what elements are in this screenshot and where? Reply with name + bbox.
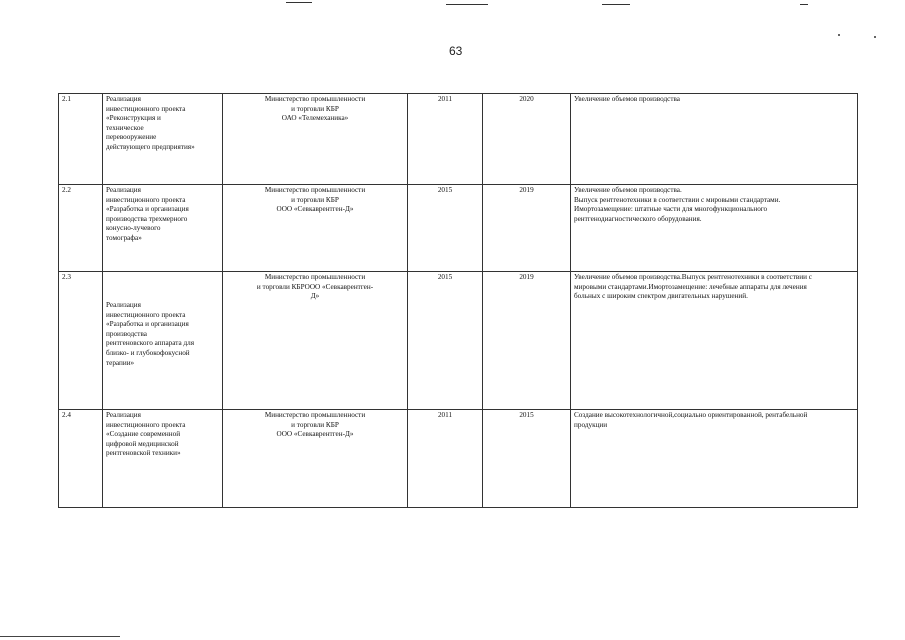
table-row [59,185,858,272]
executor: Министерство промышленности и торговли КБР ООО «Севкаврентген-Д» [264,411,366,439]
executor: Министерство промышленности и торговли КБРООО «Севкаврентген- Д» [256,273,374,301]
expected-result: Увеличение объемов производства. Выпуск рентгенотехники в соответствии с мировыми стандартами. Имортозамещение: штатные части для многофункционального рентгенодиагностического оборудования. [574,186,781,223]
project-name-cell [103,410,223,508]
executor-cell [223,410,408,508]
end-year: 2020 [483,94,571,185]
row-number: 2.1 [59,94,103,185]
scan-dot [838,34,840,36]
scan-artifact [602,4,630,5]
measures-table [58,93,858,508]
expected-result: Создание высокотехнологичной,социально ориентированной, рентабельной продукции [574,411,808,429]
scan-artifact [800,4,808,5]
executor: Министерство промышленности и торговли КБР ООО «Севкаврентген-Д» [264,186,366,214]
end-year: 2019 [483,185,571,272]
row-number: 2.4 [59,410,103,508]
project-name: Реализация инвестиционного проекта «Реконструкция и техническое перевооружение действующего предприятия» [106,95,195,151]
project-name: Реализация инвестиционного проекта «Создание современной цифровой медицинской рентгеновской техники» [106,411,186,458]
result-cell [571,94,858,185]
result-cell [571,272,858,410]
expected-result: Увеличение объемов производства [574,95,680,103]
row-number: 2.3 [59,272,103,410]
scan-artifact [446,4,488,5]
page-number: 63 [449,44,463,58]
row-number: 2.2 [59,185,103,272]
project-name: Реализация инвестиционного проекта «Разработка и организация производства трехмерного конусно-лучевого томографа» [106,186,189,242]
project-name: Реализация инвестиционного проекта «Разработка и организация производства рентгеновского аппарата для близко- и глубокофокусной терапии» [106,301,195,367]
executor-cell [223,94,408,185]
start-year: 2015 [408,185,483,272]
start-year: 2011 [408,94,483,185]
table-row [59,94,858,185]
scan-dot [874,36,876,38]
result-cell [571,410,858,508]
end-year: 2019 [483,272,571,410]
project-name-cell [103,94,223,185]
start-year: 2015 [408,272,483,410]
table-row [59,272,858,410]
project-name-cell [103,185,223,272]
table-row [59,410,858,508]
project-name-cell [103,272,223,410]
executor-cell [223,272,408,410]
scan-artifact [0,636,120,637]
start-year: 2011 [408,410,483,508]
executor: Министерство промышленности и торговли КБР ОАО «Телемеханика» [264,95,366,123]
scan-artifact [286,2,312,3]
expected-result: Увеличение объемов производства.Выпуск рентгенотехники в соответствии с мировыми стандартами.Имортозамещение: лечебные аппараты для лечения больных с широким спектром двигательных нарушений. [574,273,812,301]
executor-cell [223,185,408,272]
result-cell [571,185,858,272]
end-year: 2015 [483,410,571,508]
